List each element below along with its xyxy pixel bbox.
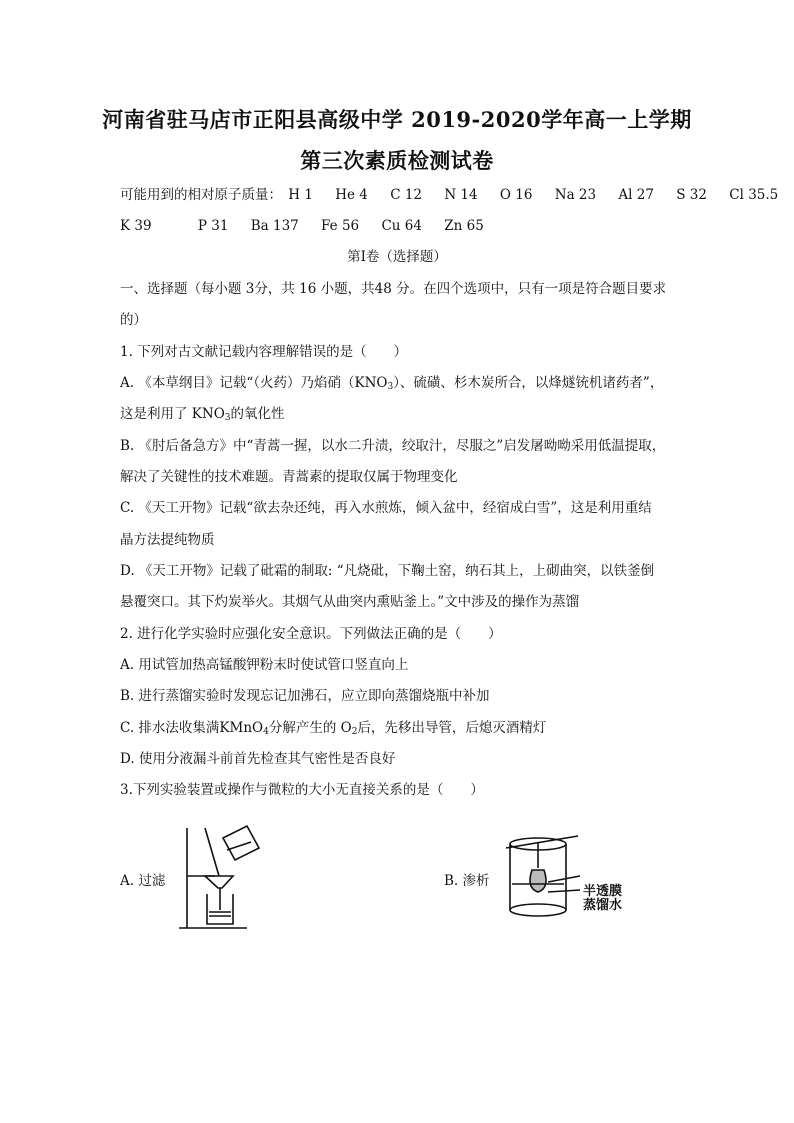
atomic-mass-row1 <box>120 186 779 204</box>
atomic-mass-item: O 16 <box>499 187 533 203</box>
q1-option-a-line2: 这是利用了 $KNO_3$的氧化性 <box>120 406 285 423</box>
atomic-mass-item: He 4 <box>335 187 368 203</box>
section-instruction-line1: 一、选择题（每小题 3分，共 16 小题，共48 分。在四个选项中，只有一项是符合题目要求 <box>120 281 667 297</box>
q2-option-b: B. 进行蒸馏实验时发现忘记加沸石，应立即向蒸馏烧瓶中补加 <box>120 688 490 704</box>
q1-option-d-line1: D. 《天工开物》记载了砒霜的制取: “凡烧砒，下鞠土窑，纳石其上，上砌曲突，以铁釜倒 <box>120 563 655 579</box>
volume-title: 第Ⅰ卷（选择题） <box>347 249 447 265</box>
atomic-mass-item: N 14 <box>444 187 478 203</box>
atomic-mass-item: Na 23 <box>554 187 597 203</box>
atomic-mass-label: 可能用到的相对原子质量： <box>120 187 282 203</box>
q3-option-b-label: B. 渗析 <box>444 873 490 889</box>
q1-stem: 1. 下列对古文献记载内容理解错误的是（ ） <box>120 344 408 360</box>
membrane-label: 半透膜 <box>583 884 623 899</box>
atomic-mass-item: Fe 56 <box>321 218 360 234</box>
q1-option-b-line2: 解决了关键性的技术难题。青蒿素的提取仅属于物理变化 <box>120 469 458 485</box>
atomic-mass-item: Zn 65 <box>444 218 484 234</box>
q2-option-a: A. 用试管加热高锰酸钾粉末时使试管口竖直向上 <box>120 657 409 673</box>
exam-title-line2: 第三次素质检测试卷 <box>300 148 494 173</box>
filtration-apparatus-figure <box>175 820 270 935</box>
q1-option-d-line2: 悬覆突口。其下灼炭举火。其烟气从曲突内熏贴釜上。”文中涉及的操作为蒸馏 <box>120 594 580 610</box>
q3-stem: 3.下列实验装置或操作与微粒的大小无直接关系的是（ ） <box>120 782 484 798</box>
atomic-mass-item: P 31 <box>197 218 229 234</box>
q1-option-b-line1: B. 《肘后备急方》中“青蒿一握，以水二升渍，绞取汁，尽服之”启发屠呦呦采用低温提取， <box>120 438 666 454</box>
q2-option-d: D. 使用分液漏斗前首先检查其气密性是否良好 <box>120 751 396 767</box>
q2-option-c: C. 排水法收集满KMnO$_4$分解产生的 $O_2$后，先移出导管，后熄灭酒精灯 <box>120 720 547 737</box>
atomic-mass-item: S 32 <box>676 187 707 203</box>
atomic-mass-item: C 12 <box>390 187 423 203</box>
section-instruction-line2: 的） <box>120 312 147 328</box>
exam-title-line1: 河南省驻马店市正阳县高级中学 2019-2020学年高一上学期 <box>102 107 692 132</box>
q1-option-c-line1: C. 《天工开物》记载“欲去杂还纯，再入水煎炼，倾入盆中，经宿成白雪”，这是利用重结 <box>120 500 652 516</box>
atomic-mass-item: Cl 35.5 <box>729 187 779 203</box>
atomic-mass-item: H 1 <box>288 187 313 203</box>
atomic-mass-item: Cu 64 <box>381 218 422 234</box>
q1-option-a-line1: A. 《本草纲目》记载“（火药）乃焰硝$(KNO_3)$、硫磺、杉木炭所合，以烽燧铳机诸药者”， <box>120 375 664 392</box>
atomic-mass-row2 <box>120 217 680 235</box>
atomic-mass-item: Al 27 <box>618 187 654 203</box>
distilled-water-label: 蒸馏水 <box>583 898 623 913</box>
dialysis-apparatus-figure <box>502 832 582 922</box>
atomic-mass-item: K 39 <box>120 218 152 234</box>
q2-stem: 2. 进行化学实验时应强化安全意识。下列做法正确的是（ ） <box>120 626 502 642</box>
q1-option-c-line2: 晶方法提纯物质 <box>120 532 215 548</box>
atomic-mass-item: Ba 137 <box>250 218 299 234</box>
q3-option-a-label: A. 过滤 <box>120 873 166 889</box>
